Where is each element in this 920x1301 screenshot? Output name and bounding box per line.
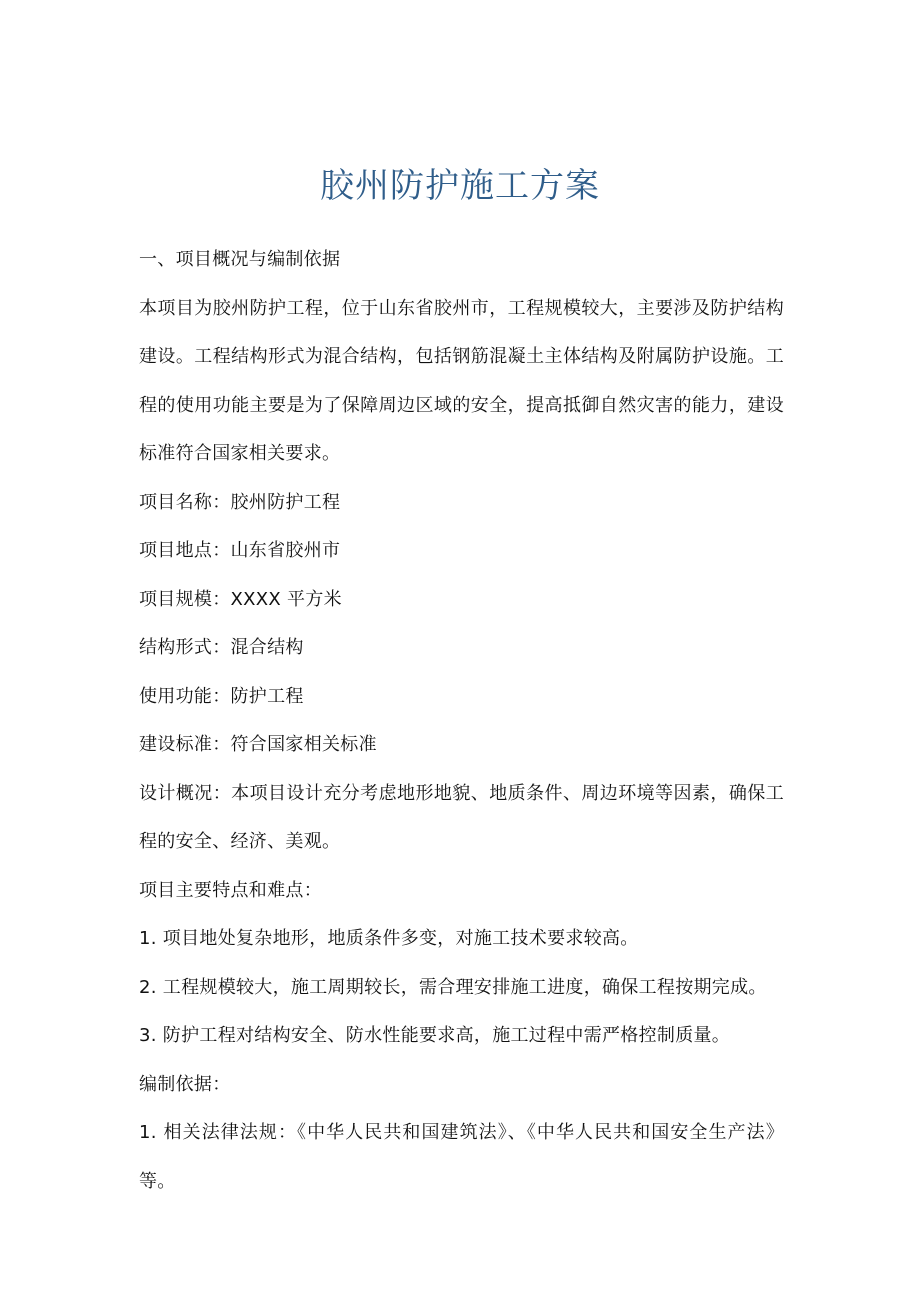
basis-heading: 编制依据： bbox=[139, 1073, 231, 1095]
basis-item: 1. 相关法律法规：《中华人民共和国建筑法》、《中华人民共和国安全生产法》等。 bbox=[139, 1122, 784, 1192]
design-overview-paragraph: 设计概况：本项目设计充分考虑地形地貌、地质条件、周边环境等因素，确保工程的安全、经济、美观。 bbox=[139, 782, 784, 852]
project-name-line: 项目名称：胶州防护工程 bbox=[139, 491, 341, 513]
feature-item: 3. 防护工程对结构安全、防水性能要求高，施工过程中需严格控制质量。 bbox=[139, 1025, 731, 1046]
feature-item: 2. 工程规模较大，施工周期较长，需合理安排施工进度，确保工程按期完成。 bbox=[139, 976, 767, 998]
construction-standard-line: 建设标准：符合国家相关标准 bbox=[139, 734, 377, 755]
intro-paragraph: 本项目为胶州防护工程，位于山东省胶州市，工程规模较大，主要涉及防护结构建设。工程结构形式为混合结构，包括钢筋混凝土主体结构及附属防护设施。工程的使用功能主要是为了保障周边区域的安全，提高抵御自然灾害的能力，建设标准符合国家相关要求。 bbox=[139, 297, 784, 464]
document-title: 胶州防护施工方案 bbox=[320, 166, 600, 206]
section-heading: 一、项目概况与编制依据 bbox=[139, 249, 341, 270]
project-scale-line: 项目规模：XXXX 平方米 bbox=[139, 588, 342, 610]
feature-item: 1. 项目地处复杂地形，地质条件多变，对施工技术要求较高。 bbox=[139, 928, 639, 949]
structure-form-line: 结构形式：混合结构 bbox=[139, 637, 304, 658]
features-heading: 项目主要特点和难点： bbox=[139, 879, 322, 901]
project-location-line: 项目地点：山东省胶州市 bbox=[139, 540, 341, 561]
use-function-line: 使用功能：防护工程 bbox=[139, 685, 304, 707]
document-body bbox=[139, 236, 784, 1206]
